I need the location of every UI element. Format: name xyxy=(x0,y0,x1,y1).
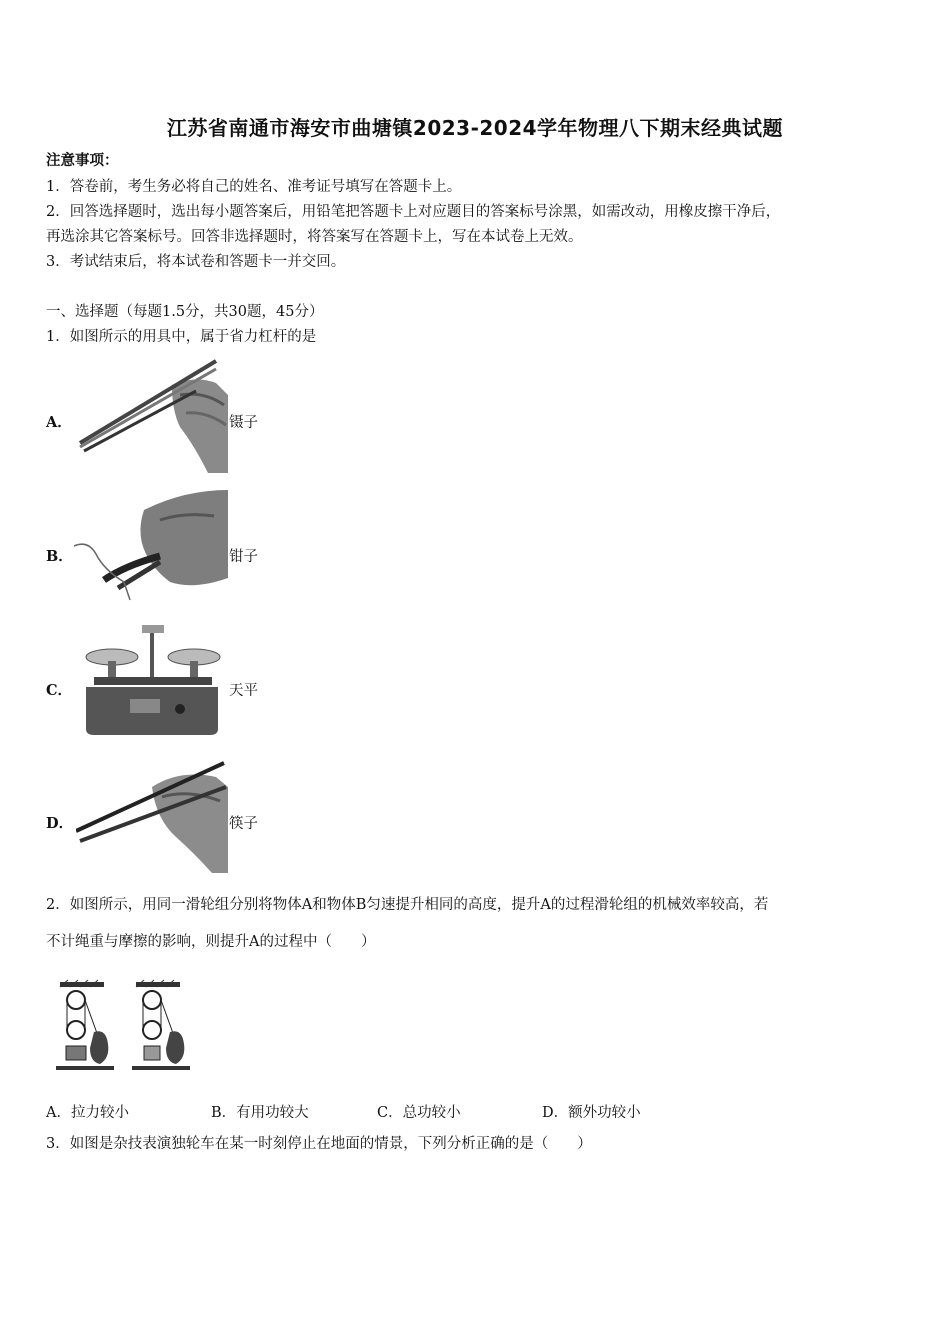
notice-item-1: 1．答卷前，考生务必将自己的姓名、准考证号填写在答题卡上。 xyxy=(46,179,462,195)
q2-choice-d: D．额外功较小 xyxy=(542,1105,641,1121)
q1-option-d-letter: D． xyxy=(46,815,74,832)
q1-option-d-name: 筷子 xyxy=(229,816,258,832)
notice-item-2b: 再选涂其它答案标号。回答非选择题时，将答案写在答题卡上，写在本试卷上无效。 xyxy=(46,229,583,245)
question-2-stem-line1: 2．如图所示，用同一滑轮组分别将物体A和物体B匀速提升相同的高度，提升A的过程滑轮组的机械效率较高，若 xyxy=(46,897,769,913)
pliers-image xyxy=(74,490,228,606)
q1-option-b-letter: B． xyxy=(46,548,73,565)
q1-option-c-name: 天平 xyxy=(229,683,258,699)
q2-choice-c: C．总功较小 xyxy=(377,1105,461,1121)
balance-image xyxy=(80,625,224,737)
notice-item-2a: 2．回答选择题时，选出每小题答案后，用铅笔把答题卡上对应题目的答案标号涂黑，如需改动，用橡皮擦干净后， xyxy=(46,204,781,220)
question-2-stem-line2: 不计绳重与摩擦的影响，则提升A的过程中（ ） xyxy=(46,934,376,950)
q2-choice-a: A．拉力较小 xyxy=(46,1105,129,1121)
q1-option-a-letter: A． xyxy=(46,414,72,431)
question-3-stem: 3．如图是杂技表演独轮车在某一时刻停止在地面的情景，下列分析正确的是（ ） xyxy=(46,1136,592,1152)
document-title: 江苏省南通市海安市曲塘镇2023-2024学年物理八下期末经典试题 xyxy=(166,116,784,140)
q1-option-b-name: 钳子 xyxy=(229,549,258,565)
section-heading: 一、选择题（每题1.5分，共30题，45分） xyxy=(46,304,324,320)
q1-option-c-letter: C． xyxy=(46,682,73,699)
pulley-systems-image xyxy=(54,978,194,1076)
tweezers-image xyxy=(76,355,228,473)
chopsticks-image xyxy=(76,757,228,873)
q2-choice-b: B．有用功较大 xyxy=(211,1105,309,1121)
question-1-stem: 1．如图所示的用具中，属于省力杠杆的是 xyxy=(46,329,317,345)
notice-item-3: 3．考试结束后，将本试卷和答题卡一并交回。 xyxy=(46,254,346,270)
notice-heading: 注意事项： xyxy=(46,152,119,169)
q1-option-a-name: 镊子 xyxy=(229,415,258,431)
